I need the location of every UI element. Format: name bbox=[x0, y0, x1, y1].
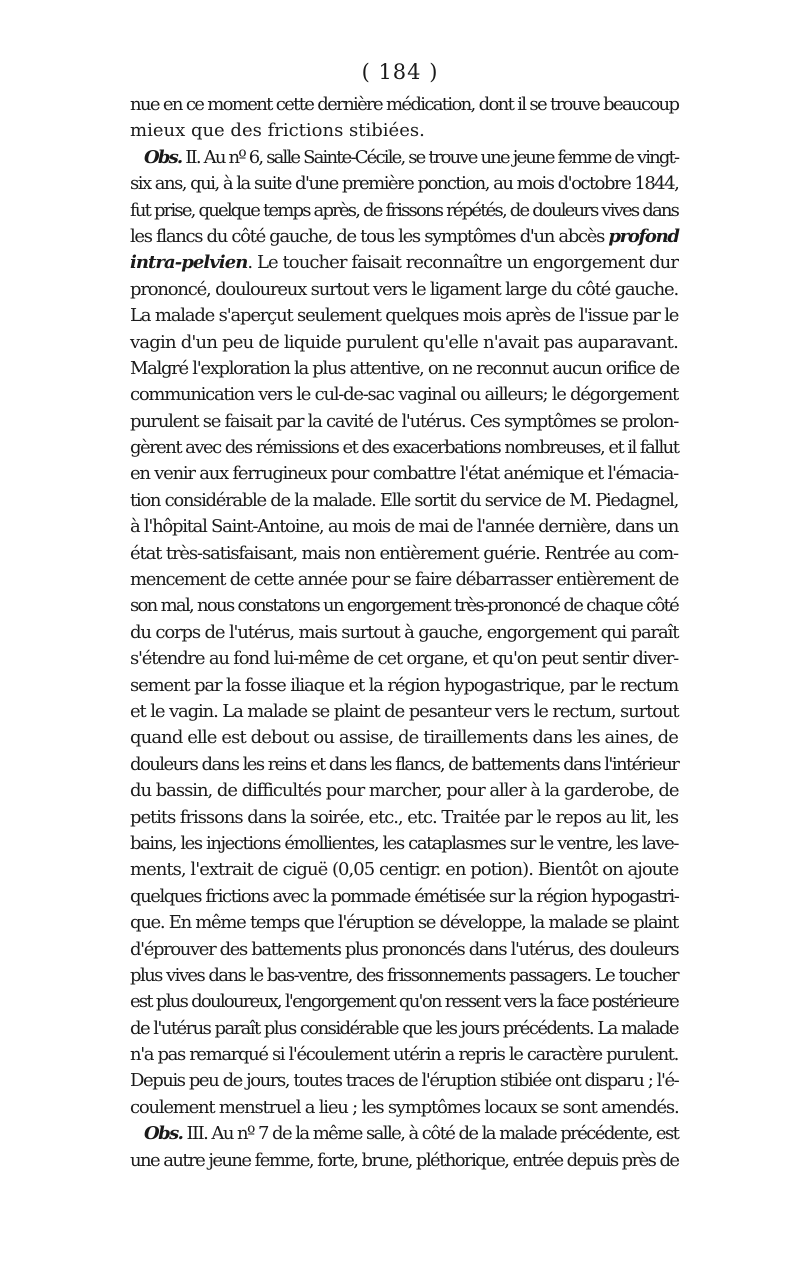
line-text: communication vers le cul-de-sac vaginal ou ailleurs; le dégorgement bbox=[130, 384, 678, 406]
text-line bbox=[130, 725, 678, 751]
line-text: vagin d'un peu de liquide purulent qu'elle n'avait pas auparavant. bbox=[130, 331, 678, 353]
text-line bbox=[130, 805, 678, 831]
line-text: gèrent avec des rémissions et des exacerbations nombreuses, et il fallut bbox=[130, 437, 679, 459]
line-text: mencement de cette année pour se faire débarrasser entièrement de bbox=[130, 569, 679, 591]
text-line bbox=[130, 937, 678, 963]
line-text: Malgré l'exploration la plus attentive, on ne reconnut aucun orifice de bbox=[130, 357, 679, 379]
text-line bbox=[130, 1121, 678, 1147]
line-text: état très-satisfaisant, mais non entièrement guérie. Rentrée au com- bbox=[130, 542, 678, 564]
body-text bbox=[130, 92, 678, 1174]
text-line bbox=[130, 646, 678, 672]
text-line bbox=[130, 1095, 678, 1121]
line-text: six ans, qui, à la suite d'une première ponction, au mois d'octobre 1844, bbox=[130, 173, 679, 195]
line-text: ments, l'extrait de ciguë (0,05 centigr. en potion). Bientôt on ajoute bbox=[130, 859, 679, 881]
text-line bbox=[130, 382, 678, 408]
text-line bbox=[130, 567, 678, 593]
line-text: quand elle est debout ou assise, de tiraillements dans les aines, de bbox=[130, 727, 679, 749]
emphasized-term: intra-pelvien bbox=[130, 252, 248, 274]
text-line bbox=[130, 989, 678, 1015]
text-line bbox=[130, 145, 678, 171]
line-text: une autre jeune femme, forte, brune, pléthorique, entrée depuis près de bbox=[130, 1149, 679, 1171]
text-line bbox=[130, 910, 678, 936]
line-text: que. En même temps que l'éruption se développe, la malade se plaint bbox=[130, 912, 678, 934]
line-text: plus vives dans le bas-ventre, des frissonnements passagers. Le toucher bbox=[130, 964, 679, 986]
line-text: du corps de l'utérus, mais surtout à gauche, engorgement qui paraît bbox=[130, 621, 679, 643]
text-line bbox=[130, 699, 678, 725]
text-line bbox=[130, 1148, 678, 1174]
line-text: en venir aux ferrugineux pour combattre l'état anémique et l'émacia- bbox=[130, 463, 678, 485]
text-line bbox=[130, 593, 678, 619]
page-number: ( 184 ) bbox=[361, 60, 439, 84]
text-line bbox=[130, 250, 678, 276]
line-text: à l'hôpital Saint-Antoine, au mois de mai de l'année dernière, dans un bbox=[130, 516, 679, 538]
line-text: nue en ce moment cette dernière médication, dont il se trouve beaucoup bbox=[130, 94, 679, 115]
text-line bbox=[130, 620, 678, 646]
line-text: petits frissons dans la soirée, etc., etc. Traitée par le repos au lit, les bbox=[130, 806, 678, 828]
text-line bbox=[130, 673, 678, 699]
text-line bbox=[130, 92, 678, 118]
text-line bbox=[130, 277, 678, 303]
line-text: quelques frictions avec la pommade émétisée sur la région hypogastri- bbox=[130, 885, 679, 907]
text-line bbox=[130, 435, 678, 461]
text-line bbox=[130, 198, 678, 224]
line-text: d'éprouver des battements plus prononcés dans l'utérus, des douleurs bbox=[130, 938, 679, 960]
line-text: mieux que des frictions stibiées. bbox=[130, 120, 425, 142]
text-line bbox=[130, 514, 678, 540]
text-line bbox=[130, 224, 678, 250]
line-text: douleurs dans les reins et dans les flancs, de battements dans l'intérieur bbox=[130, 753, 679, 775]
text-line bbox=[130, 1068, 678, 1094]
text-line bbox=[130, 1016, 678, 1042]
text-line bbox=[130, 118, 678, 144]
line-text: III. Au nº 7 de la même salle, à côté de la malade précédente, est bbox=[182, 1123, 679, 1145]
text-line bbox=[130, 330, 678, 356]
line-text: sement par la fosse iliaque et la région hypogastrique, par le rectum bbox=[130, 674, 678, 696]
line-text: de l'utérus paraît plus considérable que les jours précédents. La malade bbox=[130, 1017, 678, 1039]
text-line bbox=[130, 1042, 678, 1068]
emphasized-term: profond bbox=[608, 225, 679, 247]
line-text: . Le toucher faisait reconnaître un engorgement dur bbox=[247, 252, 678, 274]
text-line bbox=[130, 303, 678, 329]
line-text: les flancs du côté gauche, de tous les symptômes d'un abcès bbox=[130, 225, 609, 247]
text-line bbox=[130, 778, 678, 804]
line-text: coulement menstruel a lieu ; les symptômes locaux se sont amendés. bbox=[130, 1096, 679, 1118]
line-text: Depuis peu de jours, toutes traces de l'éruption stibiée ont disparu ; l'é- bbox=[130, 1070, 679, 1092]
line-text: prononcé, douloureux surtout vers le ligament large du côté gauche. bbox=[130, 278, 678, 300]
line-text: du bassin, de difficultés pour marcher, pour aller à la garderobe, de bbox=[130, 780, 679, 802]
text-line bbox=[130, 461, 678, 487]
observation-label: Obs. bbox=[144, 146, 182, 168]
line-text: tion considérable de la malade. Elle sortit du service de M. Piedagnel, bbox=[130, 489, 678, 511]
line-text: est plus douloureux, l'engorgement qu'on ressent vers la face postérieure bbox=[130, 991, 678, 1013]
text-line bbox=[130, 356, 678, 382]
line-text: purulent se faisait par la cavité de l'utérus. Ces symptômes se prolon- bbox=[130, 410, 678, 432]
text-line bbox=[130, 752, 678, 778]
text-line bbox=[130, 857, 678, 883]
observation-label: Obs. bbox=[144, 1123, 183, 1145]
line-text: bains, les injections émollientes, les cataplasmes sur le ventre, les lave- bbox=[130, 832, 678, 854]
text-line bbox=[130, 409, 678, 435]
text-line bbox=[130, 831, 678, 857]
text-line bbox=[130, 488, 678, 514]
line-text: et le vagin. La malade se plaint de pesanteur vers le rectum, surtout bbox=[130, 700, 679, 722]
line-text: fut prise, quelque temps après, de frissons répétés, de douleurs vives dans bbox=[130, 199, 679, 221]
line-text: s'étendre au fond lui-même de cet organe, et qu'on peut sentir diver- bbox=[130, 648, 678, 670]
text-line bbox=[130, 541, 678, 567]
line-text: II. Au nº 6, salle Sainte-Cécile, se trouve une jeune femme de vingt- bbox=[181, 146, 679, 168]
line-text: n'a pas remarqué si l'écoulement utérin a repris le caractère purulent. bbox=[130, 1044, 678, 1066]
text-line bbox=[130, 171, 678, 197]
text-line bbox=[130, 963, 678, 989]
line-text: La malade s'aperçut seulement quelques mois après de l'issue par le bbox=[130, 305, 679, 327]
text-line bbox=[130, 884, 678, 910]
line-text: son mal, nous constatons un engorgement très-prononcé de chaque côté bbox=[130, 595, 679, 617]
